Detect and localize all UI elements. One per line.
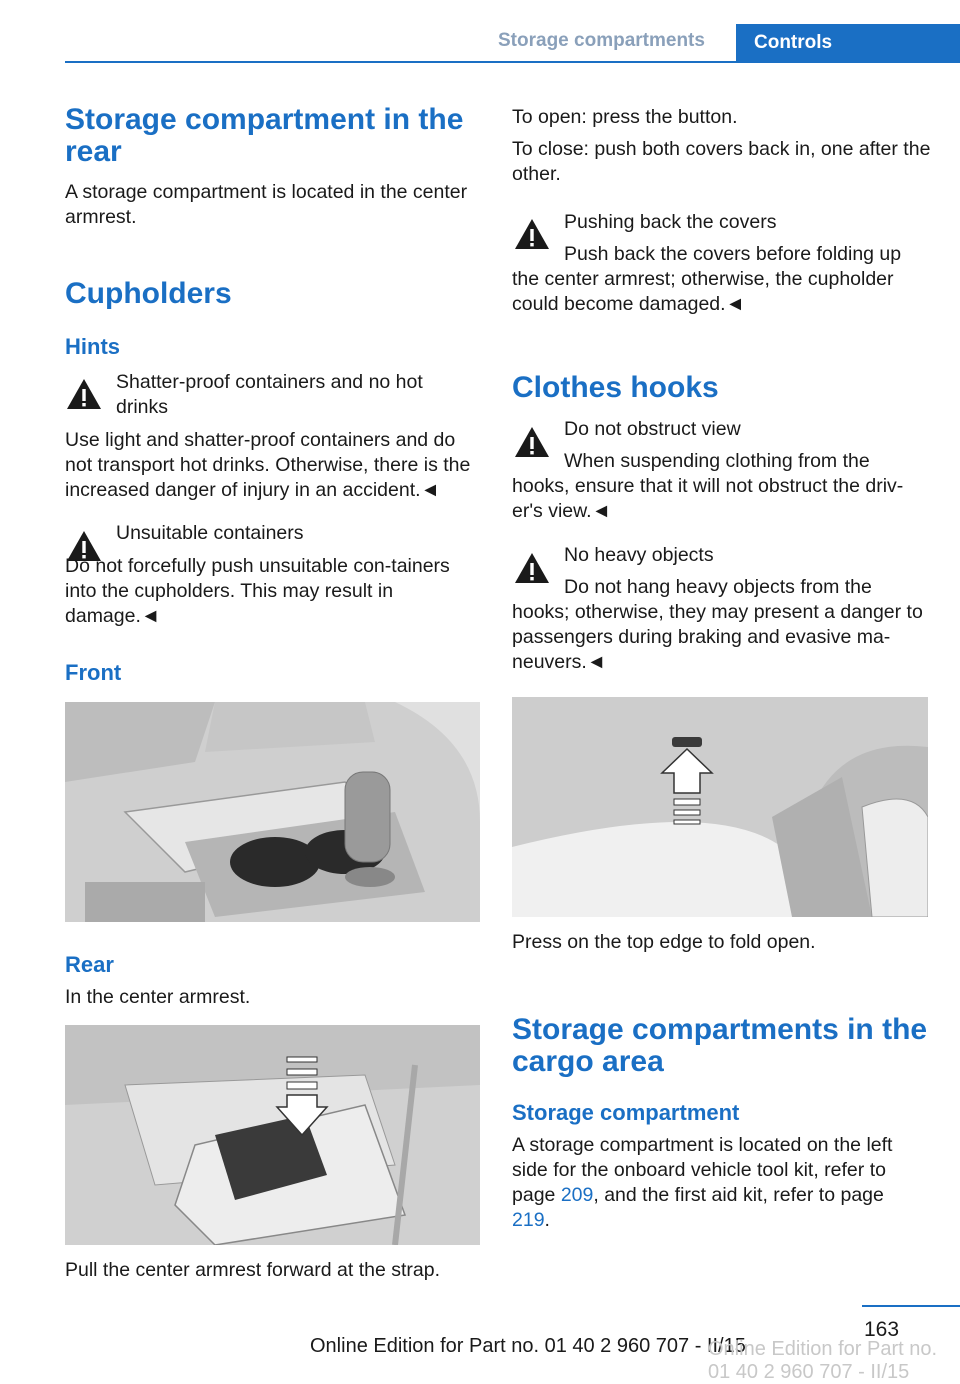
cupholders-heading: Cupholders [65,277,232,310]
section-title: Storage compartments [498,30,705,51]
cargo-subheading: Storage compartment [512,1100,740,1125]
close-text: To close: push both covers back in, one after the other. [512,138,931,185]
rear-armrest-image [65,1025,480,1245]
open-text: To open: press the button. [512,106,738,128]
front-cupholder-image [65,702,480,922]
warning-title: Pushing back the covers [564,211,777,233]
page-number: 163 [864,1318,900,1341]
header-rule [65,61,960,63]
chapter-label: Controls [754,32,833,53]
page-link-209[interactable]: 209 [560,1184,594,1206]
hook-caption: Press on the top edge to fold open. [512,931,816,953]
cargo-heading: Storage compartments in the cargo area [512,1013,928,1078]
front-heading: Front [65,660,122,685]
rear-compartment-heading: Storage compartment in the rear [65,103,464,168]
hints-heading: Hints [65,334,120,359]
watermark: Online Edition for Part no. 01 40 2 960 707 - II/15 [708,1338,938,1383]
cargo-text-part: , and the first aid kit, refer to page [593,1184,884,1206]
rear-compartment-text: A storage compartment is located in the center armrest. [65,181,468,228]
warning-text-body: When suspending clothing from the hooks, ensure that it will not obstruct the driv‐er's view.◄ [512,450,904,522]
rear-text: In the center armrest. [65,986,251,1008]
cargo-text-part: A storage compartment is located on the left side for the onboard vehicle tool kit, refer to page [512,1134,893,1206]
clothes-hooks-heading: Clothes hooks [512,371,719,404]
warning-title: Do not obstruct view [564,418,741,440]
cargo-text-part: . [544,1209,550,1231]
warning-icon [64,376,104,412]
clothes-hook-image [512,697,928,917]
warning-title: Unsuitable containers [116,522,304,544]
warning-title: Shatter-proof containers and no hot drinks [116,371,423,418]
rear-heading: Rear [65,952,114,977]
cargo-text [512,1133,912,1233]
page-link-219[interactable]: 219 [512,1209,545,1231]
warning-text-body: Do not forcefully push unsuitable con‐tainers into the cupholders. This may result in damage.◄ [65,555,450,627]
warning-text-body: Do not hang heavy objects from the hooks; otherwise, they may present a danger to passengers during braking and evasive ma‐neuvers.◄ [512,576,923,673]
page-number-rule [862,1305,960,1307]
warning-text: Use light and shatter-proof containers and do not transport hot drinks. Otherwise, there is the increased danger of injury in an accident.◄ [65,429,471,501]
edition-footer: Online Edition for Part no. 01 40 2 960 707 - II/15 [310,1335,746,1357]
chapter-tab [736,24,960,62]
warning-title: No heavy objects [564,544,714,566]
warning-text-body: Push back the covers before folding up the center armrest; otherwise, the cupholder could become damaged.◄ [512,243,902,315]
armrest-caption: Pull the center armrest forward at the strap. [65,1259,440,1281]
